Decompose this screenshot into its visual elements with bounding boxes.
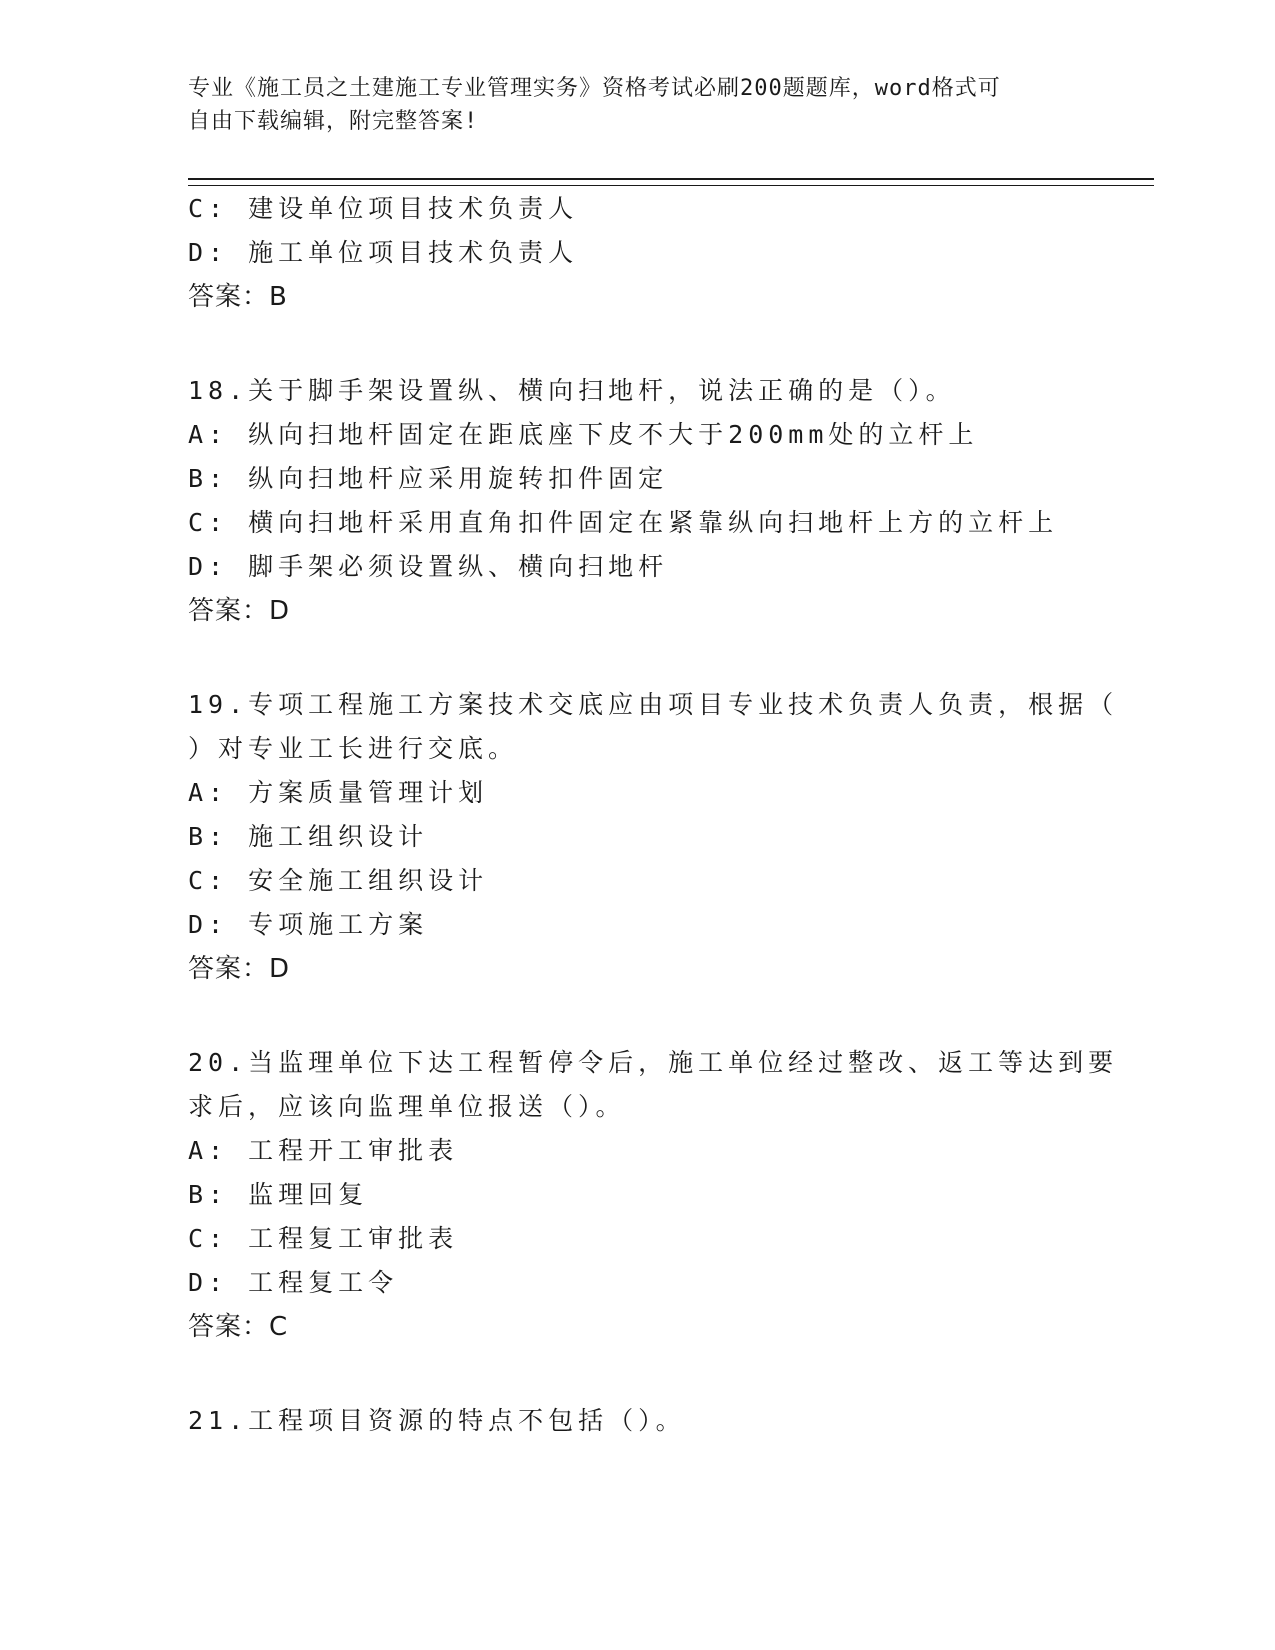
question-stem: 19.专项工程施工方案技术交底应由项目专业技术负责人负责，根据（ [188,690,1119,719]
question-stem: 21.工程项目资源的特点不包括（）。 [188,1406,686,1435]
option-d: D: 专项施工方案 [188,910,429,939]
option-c: C: 横向扫地杆采用直角扣件固定在紧靠纵向扫地杆上方的立杆上 [188,508,1059,537]
answer: 答案：D [188,596,291,626]
header-divider [188,178,1154,186]
answer: 答案：C [188,1312,289,1342]
option-a: A: 工程开工审批表 [188,1136,459,1165]
question-stem-continued: ）对专业工长进行交底。 [188,734,519,763]
header-line-2: 自由下载编辑，附完整答案! [188,109,479,134]
question-stem-continued: 求后，应该向监理单位报送（）。 [188,1092,626,1121]
page-header [188,72,1088,138]
option-c: C: 安全施工组织设计 [188,866,489,895]
option-d: D: 工程复工令 [188,1268,399,1297]
option-a: A: 纵向扫地杆固定在距底座下皮不大于200mm处的立杆上 [188,420,979,449]
option-a: A: 方案质量管理计划 [188,778,489,807]
option-c: C: 建设单位项目技术负责人 [188,194,579,223]
option-b: B: 监理回复 [188,1180,369,1209]
option-d: D: 施工单位项目技术负责人 [188,238,579,267]
option-c: C: 工程复工审批表 [188,1224,459,1253]
question-stem: 20.当监理单位下达工程暂停令后，施工单位经过整改、返工等达到要 [188,1048,1119,1077]
answer: 答案：D [188,954,291,984]
option-b: B: 施工组织设计 [188,822,429,851]
answer: 答案：B [188,282,288,312]
option-b: B: 纵向扫地杆应采用旋转扣件固定 [188,464,669,493]
option-d: D: 脚手架必须设置纵、横向扫地杆 [188,552,669,581]
question-stem: 18.关于脚手架设置纵、横向扫地杆，说法正确的是（）。 [188,376,956,405]
header-line-1: 专业《施工员之土建施工专业管理实务》资格考试必刷200题题库，word格式可 [188,76,1001,101]
